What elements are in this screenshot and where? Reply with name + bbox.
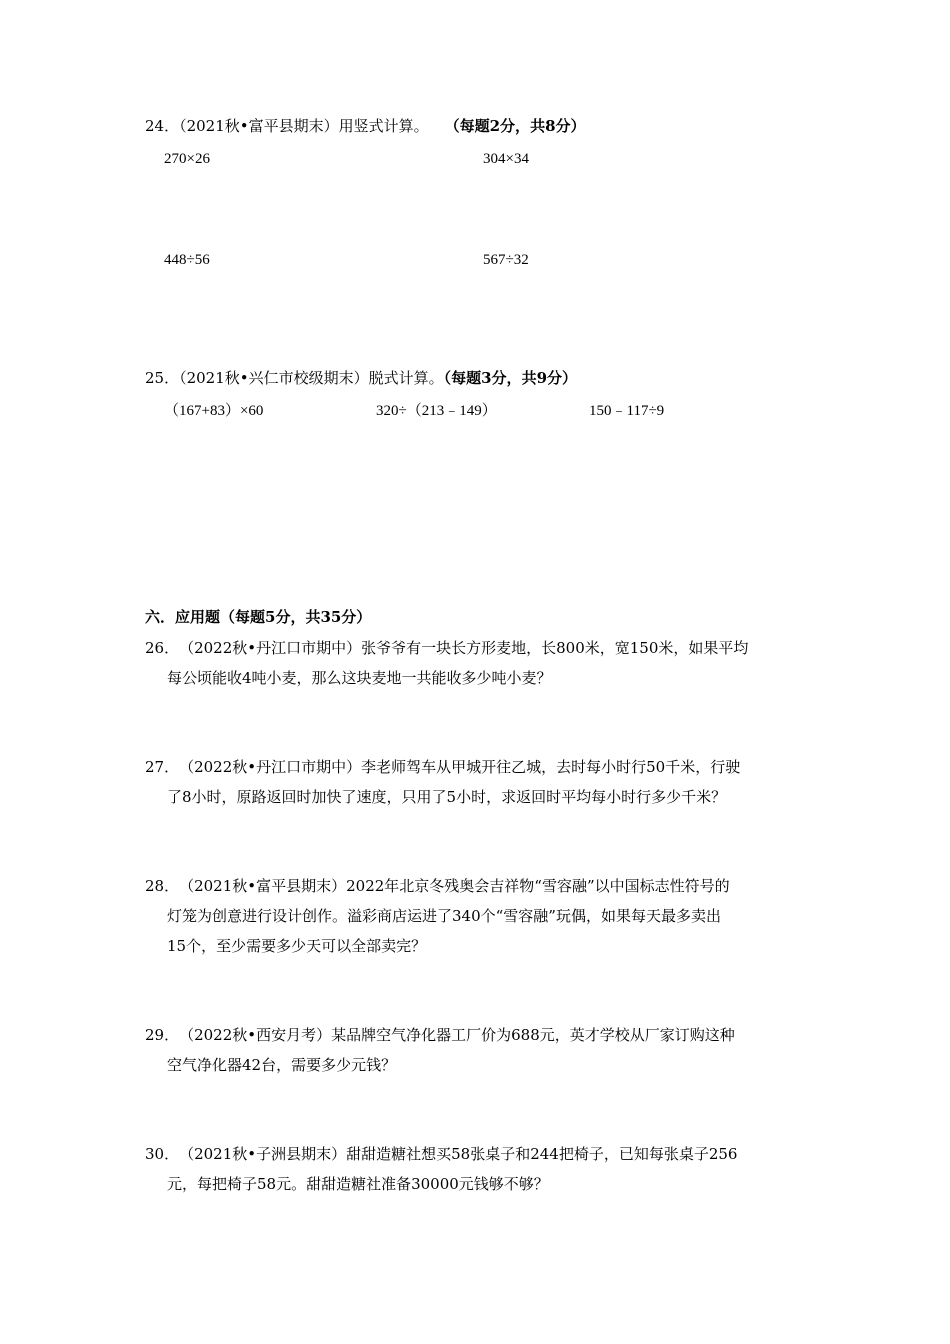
problem-30-text-2: 元，每把椅子58元。甜甜造糖社准备30000元钱够不够？ [167,1175,549,1193]
problem-27-number: 27． [145,758,180,776]
q24-number: 24． [145,117,180,135]
q25-points: （每题3分，共9分） [443,369,577,387]
problem-29-text-1: （2022秋•西安月考）某品牌空气净化器工厂价为688元，英才学校从厂家订购这种 [179,1026,735,1044]
section-6-heading: 六．应用题（每题5分，共35分） [145,608,372,626]
q25-item-1: （167+83）×60 [164,403,264,419]
problem-30-text-1: （2021秋•子洲县期末）甜甜造糖社想买58张桌子和244把椅子，已知每张桌子256 [179,1145,738,1163]
q24-item-1: 270×26 [164,151,210,167]
q24-item-4: 567÷32 [483,252,529,268]
q24-header [145,116,586,136]
problem-26-text-1: （2022秋•丹江口市期中）张爷爷有一块长方形麦地，长800米，宽150米，如果平均 [179,639,749,657]
problem-29-text-2: 空气净化器42台，需要多少元钱？ [167,1056,397,1074]
problem-29-line-1 [145,1020,810,1050]
q24-item-2: 304×34 [483,151,529,167]
problem-28-text-2: 灯笼为创意进行设计创作。溢彩商店运进了340个“雪容融”玩偶，如果每天最多卖出 [167,907,721,925]
q25-source: （2021秋•兴仁市校级期末）脱式计算。 [179,369,444,387]
problem-26-number: 26． [145,639,180,657]
problem-28-text-3: 15个，至少需要多少天可以全部卖完？ [167,937,427,955]
problem-28-number: 28． [145,877,180,895]
problem-28-text-1: （2021秋•富平县期末）2022年北京冬残奥会吉祥物“雪容融”以中国标志性符号的 [179,877,730,895]
problem-27-line-1 [145,752,810,782]
q25-item-3: 150﹣117÷9 [589,403,665,419]
q25-number: 25． [145,369,180,387]
problem-30-number: 30． [145,1145,180,1163]
q24-item-3: 448÷56 [164,252,210,268]
problem-27-text-2: 了8小时，原路返回时加快了速度，只用了5小时，求返回时平均每小时行多少千米？ [167,788,727,806]
problem-30-line-1 [145,1139,810,1169]
problem-29-number: 29． [145,1026,180,1044]
problem-28-line-1 [145,871,810,901]
problem-27-text-1: （2022秋•丹江口市期中）李老师驾车从甲城开往乙城，去时每小时行50千米，行驶 [179,758,741,776]
q25-header [145,368,577,388]
problem-26-line-1 [145,633,810,663]
q25-item-2: 320÷（213﹣149） [376,403,497,419]
q24-points: （每题2分，共8分） [444,117,586,135]
problem-26-text-2: 每公顷能收4吨小麦，那么这块麦地一共能收多少吨小麦？ [167,669,552,687]
q24-source: （2021秋•富平县期末）用竖式计算。 [179,117,429,135]
